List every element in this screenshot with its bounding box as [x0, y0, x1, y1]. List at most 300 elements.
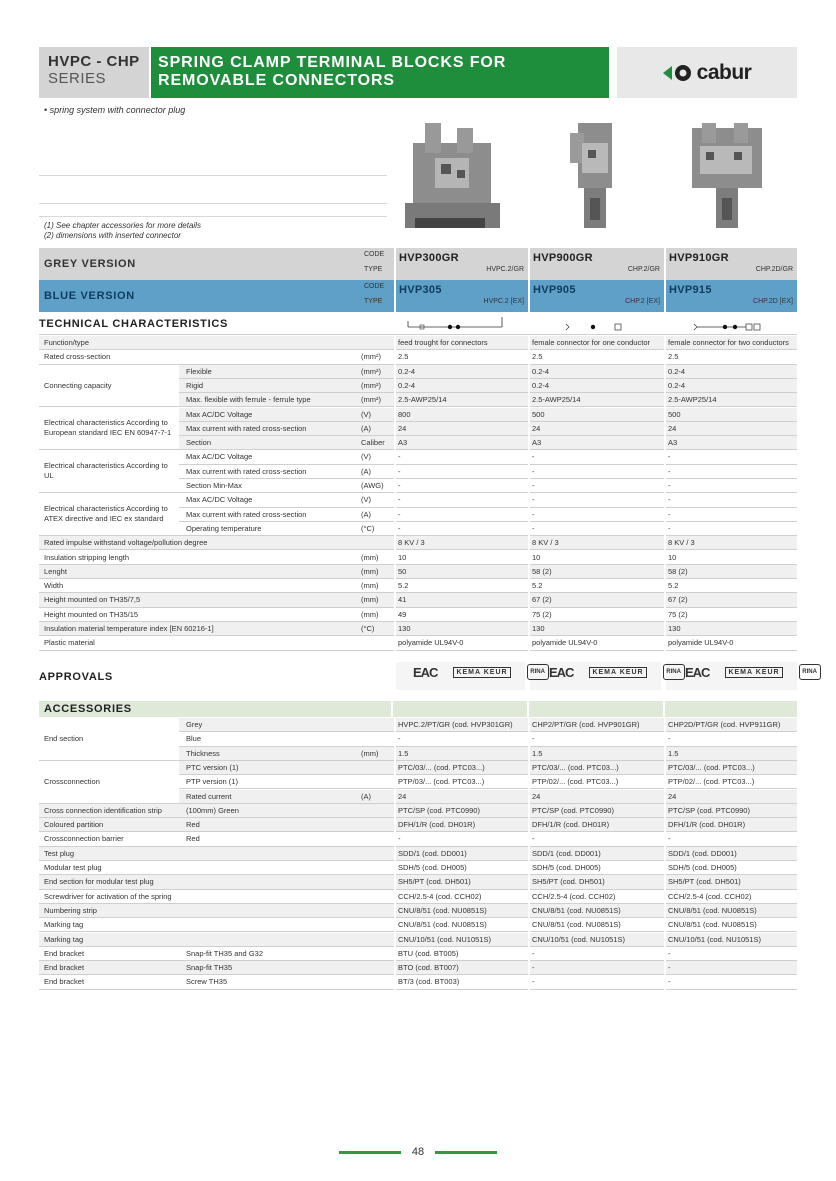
group-label	[39, 408, 179, 450]
row-subname: Max AC/DC Voltage	[186, 409, 253, 419]
group-label-text: Electrical characteristics According to European standard IEC EN 60947-7-1	[44, 418, 172, 438]
value-col-1: CCH/2.5-4 (cod. CCH02)	[398, 891, 482, 901]
table-row	[39, 832, 797, 846]
technical-heading: TECHNICAL CHARACTERISTICS	[39, 318, 229, 330]
product-type: HVPC.2/GR	[486, 266, 524, 273]
code-label: CODE	[364, 251, 385, 258]
page-title: SPRING CLAMP TERMINAL BLOCKS FOR REMOVABLE CONNECTORS	[158, 54, 507, 89]
approvals-group	[549, 664, 685, 680]
value-col-1: -	[398, 734, 401, 744]
value-col-2: -	[532, 466, 535, 476]
row-unit: (A)	[361, 509, 371, 519]
value-col-1: BTO (cod. BT007)	[398, 963, 459, 973]
row-subname: Snap-fit TH35 and G32	[186, 948, 263, 958]
row-unit: (mm²)	[361, 380, 381, 390]
rina-icon: RINA	[527, 664, 549, 680]
grey-version-label: GREY VERSION	[44, 258, 136, 270]
table-row	[39, 847, 797, 861]
value-col-2: -	[532, 495, 535, 505]
row-name: Height mounted on TH35/15	[44, 609, 139, 619]
value-col-2: PTP/02/... (cod. PTC03...)	[532, 777, 619, 787]
value-col-2: CHP2/PT/GR (cod. HVP901GR)	[532, 720, 640, 729]
value-col-3: -	[668, 495, 671, 505]
row-name: End bracket	[44, 963, 85, 973]
value-col-1: -	[398, 523, 401, 533]
value-col-1: CNU/8/51 (cod. NU0851S)	[398, 905, 487, 915]
value-col-1: CNU/8/51 (cod. NU0851S)	[398, 920, 487, 930]
value-col-2: A3	[532, 438, 542, 448]
value-col-1: 24	[398, 791, 407, 801]
row-subname: Blue	[186, 734, 202, 744]
row-unit: (A)	[361, 791, 371, 801]
row-subname: PTC version (1)	[186, 762, 239, 772]
value-col-2: CCH/2.5-4 (cod. CCH02)	[532, 891, 616, 901]
product-code: HVP305	[399, 284, 442, 296]
value-col-1: PTC/03/... (cod. PTC03...)	[398, 762, 485, 772]
table-row	[39, 593, 797, 607]
table-row	[39, 804, 797, 818]
kema-keur-icon: KEMA KEUR	[589, 667, 646, 678]
value-col-3: 8 KV / 3	[668, 538, 695, 548]
row-subname: Grey	[186, 720, 203, 729]
column-separator	[664, 336, 666, 651]
value-col-2: -	[532, 509, 535, 519]
row-subname: (100mm) Green	[186, 805, 239, 815]
value-col-2: 5.2	[532, 581, 543, 591]
value-col-2: 8 KV / 3	[532, 538, 559, 548]
row-unit: (mm²)	[361, 395, 381, 405]
row-subname: Snap-fit TH35	[186, 963, 233, 973]
terminal-block-image	[395, 118, 505, 238]
value-col-2: -	[532, 977, 535, 987]
value-col-3: CHP2D/PT/GR (cod. HVP911GR)	[668, 720, 781, 729]
group-label-text: Connecting capacity	[44, 380, 112, 390]
single-connector-symbol-icon	[560, 315, 630, 333]
group-label	[39, 365, 179, 407]
value-col-3: 24	[668, 791, 677, 801]
value-col-1: HVPC.2/PT/GR (cod. HVP301GR)	[398, 720, 513, 729]
grey-version-bar	[39, 248, 797, 280]
value-col-1: A3	[398, 438, 408, 448]
group-label-text: End section	[44, 733, 84, 743]
note-2: (2) dimensions with inserted connector	[44, 231, 181, 240]
value-col-2: SDD/1 (cod. DD001)	[532, 848, 601, 858]
value-col-2: PTC/03/... (cod. PTC03...)	[532, 762, 619, 772]
value-col-3: DFH/1/R (cod. DH01R)	[668, 820, 746, 830]
row-name: Marking tag	[44, 920, 84, 930]
product-type: CHP.2/GR	[627, 266, 660, 273]
value-col-3: 24	[668, 423, 677, 433]
table-row	[39, 875, 797, 889]
value-col-2: CNU/10/51 (cod. NU1051S)	[532, 934, 625, 944]
value-col-3: PTC/03/... (cod. PTC03...)	[668, 762, 755, 772]
accessories-heading-bg	[529, 701, 663, 717]
row-unit: Caliber	[361, 438, 385, 448]
value-col-2: SDH/5 (cod. DH005)	[532, 863, 601, 872]
row-subname: Screw TH35	[186, 977, 228, 987]
group-label-text: Crossconnection	[44, 776, 100, 786]
row-name: Marking tag	[44, 934, 84, 944]
value-col-3: -	[668, 481, 671, 490]
value-col-1: -	[398, 481, 401, 490]
row-unit: (°C)	[361, 624, 375, 633]
row-subname: Section	[186, 438, 212, 448]
row-name: End section for modular test plug	[44, 877, 154, 887]
value-col-3: 1.5	[668, 748, 679, 758]
row-subname: Max current with rated cross-section	[186, 466, 307, 476]
accessories-heading-bg	[393, 701, 527, 717]
product-code: HVP915	[669, 284, 712, 296]
row-unit: (mm)	[361, 595, 379, 605]
value-col-2: 500	[532, 409, 545, 419]
row-unit: (V)	[361, 452, 371, 462]
value-col-2: PTC/SP (cod. PTC0990)	[532, 805, 614, 815]
value-col-3: -	[668, 734, 671, 744]
value-col-3: SH5/PT (cod. DH501)	[668, 877, 741, 887]
value-col-2: -	[532, 481, 535, 490]
table-row	[39, 861, 797, 875]
row-unit: (A)	[361, 466, 371, 476]
value-col-3: -	[668, 963, 671, 973]
notes	[44, 221, 201, 241]
product-code: HVP910GR	[669, 252, 729, 264]
grey-version-cell	[666, 248, 797, 280]
value-col-2: 2.5	[532, 352, 543, 362]
value-col-1: 130	[398, 624, 411, 633]
value-col-1: 800	[398, 409, 411, 419]
group-label-text: Electrical characteristics According to UL	[44, 461, 168, 481]
value-col-3: 5.2	[668, 581, 679, 591]
value-col-1: SDD/1 (cod. DD001)	[398, 848, 467, 858]
accessories-heading-bg	[665, 701, 797, 717]
row-subname: Max current with rated cross-section	[186, 509, 307, 519]
row-subname: Max. flexible with ferrule - ferrule type	[186, 395, 311, 405]
row-name: Test plug	[44, 848, 75, 858]
type-label: TYPE	[364, 266, 383, 273]
row-subname: Operating temperature	[186, 523, 262, 533]
value-col-3: SDD/1 (cod. DD001)	[668, 848, 737, 858]
row-name: End bracket	[44, 977, 85, 987]
value-col-3: CNU/10/51 (cod. NU1051S)	[668, 934, 761, 944]
table-row	[39, 551, 797, 565]
value-col-1: DFH/1/R (cod. DH01R)	[398, 820, 476, 830]
value-col-3: A3	[668, 438, 678, 448]
value-col-1: 24	[398, 423, 407, 433]
table-row	[39, 904, 797, 918]
value-col-3: CCH/2.5-4 (cod. CCH02)	[668, 891, 752, 901]
value-col-3: PTP/02/... (cod. PTC03...)	[668, 777, 755, 787]
value-col-2: 10	[532, 552, 541, 562]
kema-keur-icon: KEMA KEUR	[453, 667, 510, 678]
value-col-1: 1.5	[398, 748, 409, 758]
row-name: Coloured partition	[44, 820, 104, 830]
eac-icon: EAC	[549, 664, 574, 680]
value-col-1: 2.5	[398, 352, 409, 362]
table-row	[39, 961, 797, 975]
row-unit: (mm)	[361, 748, 379, 758]
row-subname: Max AC/DC Voltage	[186, 495, 253, 505]
value-col-2: -	[532, 963, 535, 973]
row-subname: PTP version (1)	[186, 777, 238, 787]
value-col-2: 75 (2)	[532, 609, 552, 619]
approvals-group	[413, 664, 549, 680]
grey-version-cell	[530, 248, 664, 280]
table-row	[39, 536, 797, 550]
value-col-2: -	[532, 948, 535, 958]
value-col-3: 130	[668, 624, 681, 633]
table-row	[39, 933, 797, 947]
row-unit: (°C)	[361, 523, 375, 533]
eac-icon: EAC	[413, 664, 438, 680]
blue-version-label: BLUE VERSION	[44, 290, 135, 302]
value-col-1: 0.2-4	[398, 380, 416, 390]
value-col-1: SDH/5 (cod. DH005)	[398, 863, 467, 872]
value-col-2: DFH/1/R (cod. DH01R)	[532, 820, 610, 830]
value-col-2: polyamide UL94V-0	[532, 638, 598, 648]
row-name: Rated cross-section	[44, 352, 111, 362]
code-label: CODE	[364, 283, 385, 290]
table-row	[39, 818, 797, 832]
value-col-3: 0.2-4	[668, 380, 686, 390]
value-col-2: CNU/8/51 (cod. NU0851S)	[532, 920, 621, 930]
product-code: HVP300GR	[399, 252, 459, 264]
row-name: Modular test plug	[44, 863, 102, 872]
value-col-1: PTP/03/... (cod. PTC03...)	[398, 777, 485, 787]
product-type: CHP.2D/GR	[755, 266, 793, 273]
row-subname: Red	[186, 820, 200, 830]
group-label	[39, 450, 179, 492]
row-unit: (AWG)	[361, 481, 384, 490]
row-unit: (mm)	[361, 552, 379, 562]
series-word: SERIES	[48, 70, 107, 87]
grey-version-cell	[396, 248, 528, 280]
value-col-3: SDH/5 (cod. DH005)	[668, 863, 737, 872]
row-name: Lenght	[44, 566, 67, 576]
row-subname: Thickness	[186, 748, 220, 758]
value-col-3: 2.5-AWP25/14	[668, 395, 717, 405]
feedthrough-symbol-icon	[400, 315, 510, 333]
divider	[39, 334, 797, 335]
title-banner	[151, 47, 609, 98]
group-label	[39, 493, 179, 535]
blue-version-bar	[39, 280, 797, 312]
value-col-1: 0.2-4	[398, 366, 416, 376]
accessories-heading: ACCESSORIES	[44, 703, 132, 715]
value-col-2: 130	[532, 624, 545, 633]
table-row	[39, 565, 797, 579]
group-label-text: Electrical characteristics According to ATEX directive and IEC ex standard	[44, 504, 168, 524]
series-box	[39, 47, 149, 98]
value-col-1: 41	[398, 595, 407, 605]
table-row	[39, 579, 797, 593]
table-row	[39, 975, 797, 989]
row-subname: Red	[186, 834, 200, 844]
row-name: Height mounted on TH35/7,5	[44, 595, 141, 605]
row-unit: (mm)	[361, 581, 379, 591]
group-label	[39, 718, 179, 760]
value-col-1: SH5/PT (cod. DH501)	[398, 877, 471, 887]
row-unit: (mm)	[361, 609, 379, 619]
value-col-1: 49	[398, 609, 407, 619]
value-col-3: -	[668, 466, 671, 476]
row-name: Plastic material	[44, 638, 95, 648]
row-name: Insulation stripping length	[44, 552, 130, 562]
value-col-3: polyamide UL94V-0	[668, 638, 734, 648]
value-col-2: 67 (2)	[532, 595, 552, 605]
row-unit: (mm²)	[361, 366, 381, 376]
value-col-3: 2.5	[668, 352, 679, 362]
value-col-2: -	[532, 452, 535, 462]
table-row	[39, 636, 797, 650]
row-unit: (V)	[361, 495, 371, 505]
row-subname: Rated current	[186, 791, 232, 801]
value-col-1: -	[398, 495, 401, 505]
connector-single-image	[560, 118, 630, 233]
table-row	[39, 890, 797, 904]
value-col-3: 75 (2)	[668, 609, 688, 619]
row-subname: Max AC/DC Voltage	[186, 452, 253, 462]
value-col-1: PTC/SP (cod. PTC0990)	[398, 805, 480, 815]
value-col-2: 1.5	[532, 748, 543, 758]
value-col-3: 500	[668, 409, 681, 419]
row-subname: Max current with rated cross-section	[186, 423, 307, 433]
value-col-1: CNU/10/51 (cod. NU1051S)	[398, 934, 491, 944]
table-row	[39, 918, 797, 932]
column-separator	[528, 336, 530, 651]
value-col-1: -	[398, 466, 401, 476]
value-col-2: -	[532, 734, 535, 744]
column-separator	[664, 718, 666, 990]
value-col-1: BTU (cod. BT005)	[398, 948, 459, 958]
value-col-1: 8 KV / 3	[398, 538, 425, 548]
value-col-3: -	[668, 977, 671, 987]
approvals-group	[685, 664, 821, 680]
value-col-3: CNU/8/51 (cod. NU0851S)	[668, 905, 757, 915]
product-type: CHP.2D [EX]	[753, 298, 793, 305]
value-col-3: 0.2-4	[668, 366, 686, 376]
note-1: (1) See chapter accessories for more details	[44, 221, 201, 230]
value-col-3: -	[668, 948, 671, 958]
value-col-3: -	[668, 509, 671, 519]
value-col-3: 58 (2)	[668, 566, 688, 576]
row-name: Cross connection identification strip	[44, 805, 162, 815]
column-separator	[528, 718, 530, 990]
value-col-2: 58 (2)	[532, 566, 552, 576]
kema-keur-icon: KEMA KEUR	[725, 667, 782, 678]
table-row	[39, 350, 797, 364]
table-row	[39, 622, 797, 636]
blue-version-cell	[530, 280, 664, 312]
logo	[617, 47, 797, 98]
blue-version-cell	[666, 280, 797, 312]
footer-rule	[339, 1151, 401, 1154]
value-col-3: PTC/SP (cod. PTC0990)	[668, 805, 750, 815]
value-col-3: CNU/8/51 (cod. NU0851S)	[668, 920, 757, 930]
product-code: HVP900GR	[533, 252, 593, 264]
divider	[39, 203, 387, 204]
row-subname: Section Min-Max	[186, 481, 242, 490]
value-col-1: 50	[398, 566, 407, 576]
type-label: TYPE	[364, 298, 383, 305]
divider	[39, 175, 387, 176]
value-col-2: 24	[532, 791, 541, 801]
table-row	[39, 947, 797, 961]
row-name: Width	[44, 581, 64, 591]
footer-rule	[435, 1151, 497, 1154]
series-code: HVPC - CHP	[48, 53, 140, 70]
value-col-1: -	[398, 452, 401, 462]
row-name: End bracket	[44, 948, 85, 958]
group-label	[39, 761, 179, 803]
row-unit: (mm)	[361, 566, 379, 576]
value-col-1: polyamide UL94V-0	[398, 638, 464, 648]
product-type: CHP.2 [EX]	[625, 298, 660, 305]
row-subname: Flexible	[186, 366, 212, 376]
row-name: Function/type	[44, 338, 90, 347]
row-name: Numbering strip	[44, 905, 97, 915]
product-type: HVPC.2 [EX]	[483, 298, 524, 305]
blue-version-cell	[396, 280, 528, 312]
value-col-1: -	[398, 509, 401, 519]
value-col-1: BT/3 (cod. BT003)	[398, 977, 460, 987]
value-col-3: 67 (2)	[668, 595, 688, 605]
row-subname: Rigid	[186, 380, 204, 390]
value-col-2: -	[532, 523, 535, 533]
value-col-2: 0.2-4	[532, 366, 550, 376]
double-connector-symbol-icon	[690, 315, 770, 333]
value-col-2: 0.2-4	[532, 380, 550, 390]
value-col-1: 2.5-AWP25/14	[398, 395, 447, 405]
divider	[39, 216, 387, 217]
value-col-2: CNU/8/51 (cod. NU0851S)	[532, 905, 621, 915]
value-col-2: 24	[532, 423, 541, 433]
value-col-3: female connector for two conductors	[668, 338, 789, 347]
column-separator	[394, 718, 396, 990]
cabur-logo-icon	[663, 62, 693, 84]
eac-icon: EAC	[685, 664, 710, 680]
rina-icon: RINA	[663, 664, 685, 680]
value-col-3: -	[668, 523, 671, 533]
column-separator	[394, 336, 396, 651]
value-col-2: SH5/PT (cod. DH501)	[532, 877, 605, 887]
rina-icon: RINA	[799, 664, 821, 680]
value-col-2: -	[532, 834, 535, 844]
row-unit: (mm²)	[361, 352, 381, 362]
logo-text: cabur	[696, 60, 752, 84]
approvals-heading: APPROVALS	[39, 671, 113, 683]
product-code: HVP905	[533, 284, 576, 296]
connector-double-image	[682, 118, 772, 233]
row-unit: (A)	[361, 423, 371, 433]
row-name: Rated impulse withstand voltage/pollution degree	[44, 538, 208, 548]
row-name: Crossconnection barrier	[44, 834, 124, 844]
value-col-3: -	[668, 452, 671, 462]
page-number: 48	[411, 1146, 425, 1158]
value-col-1: 5.2	[398, 581, 409, 591]
value-col-2: 2.5-AWP25/14	[532, 395, 581, 405]
row-name: Insulation material temperature index [EN 60216-1]	[44, 624, 214, 633]
value-col-1: 10	[398, 552, 407, 562]
row-unit: (V)	[361, 409, 371, 419]
table-row	[39, 608, 797, 622]
value-col-2: female connector for one conductor	[532, 338, 650, 347]
table-row	[39, 336, 797, 350]
value-col-3: -	[668, 834, 671, 844]
value-col-1: -	[398, 834, 401, 844]
value-col-3: 10	[668, 552, 677, 562]
value-col-1: feed trought for connectors	[398, 338, 488, 347]
feature-bullet: • spring system with connector plug	[44, 105, 186, 115]
